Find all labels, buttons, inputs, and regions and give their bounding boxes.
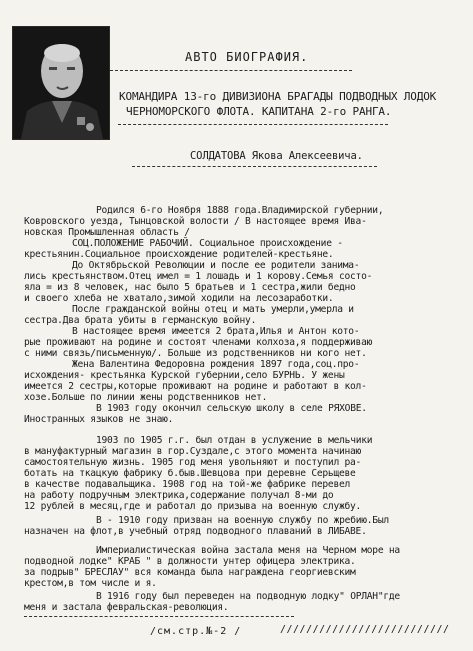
- text-line: крестьянин.Социальное происхождение родителей-крестьяне.: [24, 249, 334, 260]
- text-line: подводной лодке" КРАБ " в должности унтер офицера электрика.: [24, 556, 356, 567]
- text-line: в качестве подавальщика. 1908 год на той-же фабрике перевел: [24, 479, 351, 490]
- text-line: меня и застала февральская-революция.: [24, 602, 229, 613]
- heading-name: СОЛДАТОВА Якова Алексеевича.: [190, 150, 363, 162]
- text-line: Жена Валентина Федоровна рождения 1897 года,соц.про-: [72, 359, 360, 370]
- text-line: сестра.Два брата убиты в германскую войну.: [24, 315, 257, 326]
- text-line: В 1916 году был переведен на подводную лодку" ОРЛАН"где: [96, 591, 400, 602]
- paragraph-work: [24, 435, 452, 512]
- text-line: имеется 2 сестры,которые проживают на родине и работают в кол-: [24, 381, 367, 392]
- text-line: в мануфактурный магазин в гор.Суздале,с этого момента начинаю: [24, 446, 362, 457]
- text-line: Ковровского уезда, Тынцовской волости / В настоящее время Ива-: [24, 216, 367, 227]
- text-line: лись крестьянством.Отец имел = 1 лошадь и 1 корову.Семья состо-: [24, 271, 373, 282]
- text-line: хозе.Больше по линии жены родственников нет.: [24, 392, 268, 403]
- text-line: 1903 по 1905 г.г. был отдан в услужение в мельчики: [96, 435, 373, 446]
- footer-slashes: //////////////////////////: [280, 624, 450, 635]
- paragraph-education: [24, 403, 452, 425]
- heading-underline: [118, 124, 388, 125]
- text-line: В 1903 году окончил сельскую школу в селе РЯХОВЕ.: [96, 403, 367, 414]
- text-line: на работу подручным электрика,содержание получал 8-ми до: [24, 490, 334, 501]
- text-line: крестом,в том числе и я.: [24, 578, 157, 589]
- document-title: АВТО БИОГРАФИЯ.: [185, 50, 309, 64]
- text-line: назначен на флот,в учебный отряд подводного плаваний в ЛИБАВЕ.: [24, 526, 367, 537]
- text-line: В - 1910 году призван на военную службу по жребию.Был: [96, 515, 389, 526]
- name-underline: [132, 166, 377, 167]
- portrait-photo: [12, 26, 110, 140]
- text-line: с ними связь/письменную/. Больше из родственников ни кого нет.: [24, 348, 367, 359]
- text-line: Родился 6-го Ноября 1888 года.Владимирской губернии,: [96, 205, 384, 216]
- text-line: СОЦ.ПОЛОЖЕНИЕ РАБОЧИЙ. Социальное происхождение -: [72, 238, 343, 249]
- text-line: за подрыв" БРЕСЛАУ" вся команда была награждена георгиевским: [24, 567, 356, 578]
- title-underline: [110, 70, 352, 71]
- heading-line-2: ЧЕРНОМОРСКОГО ФЛОТА. КАПИТАНА 2-го РАНГА.: [126, 105, 392, 118]
- text-line: В настоящее время имеется 2 брата,Илья и Антон кото-: [72, 326, 360, 337]
- paragraph-military-service: [24, 515, 452, 537]
- page-continuation-ref: /см.стр.№-2 /: [150, 626, 242, 637]
- paragraph-revolution: [24, 591, 452, 613]
- portrait-image: [13, 27, 109, 139]
- revolution-underline: [24, 616, 294, 617]
- text-line: и своего хлеба не хватало,зимой ходили на лесозаработки.: [24, 293, 334, 304]
- text-line: После гражданской войны отец и мать умерли,умерла и: [72, 304, 354, 315]
- paragraph-birth-family: [24, 205, 452, 403]
- text-line: самостоятельную жизнь. 1905 год меня увольняют и поступил ра-: [24, 457, 362, 468]
- heading-line-1: КОМАНДИРА 13-го ДИВИЗИОНА БРАГАДЫ ПОДВОДНЫХ ЛОДОК: [119, 90, 437, 103]
- text-line: новская Промышленная область /: [24, 227, 190, 238]
- text-line: ботать на ткацкую фабрику б.быв.Шевцова при деревне Серьщеве: [24, 468, 356, 479]
- text-line: яла = из 8 человек, нас было 5 братьев и 1 сестра,жили бедно: [24, 282, 356, 293]
- text-line: исхождения- крестьянка Курской губернии,село БУРНЬ. У жены: [24, 370, 345, 381]
- text-line: Империалистическая война застала меня на Черном море на: [96, 545, 400, 556]
- text-line: Иностранных языков не знаю.: [24, 414, 174, 425]
- paragraph-war: [24, 545, 452, 589]
- text-line: рые проживают на родине и состоят членами колхоза,я поддерживаю: [24, 337, 373, 348]
- text-line: 12 рублей в месяц,где и работал до призыва на военную службу.: [24, 501, 362, 512]
- text-line: До Октябрьской Революции и после ее родители занима-: [72, 260, 360, 271]
